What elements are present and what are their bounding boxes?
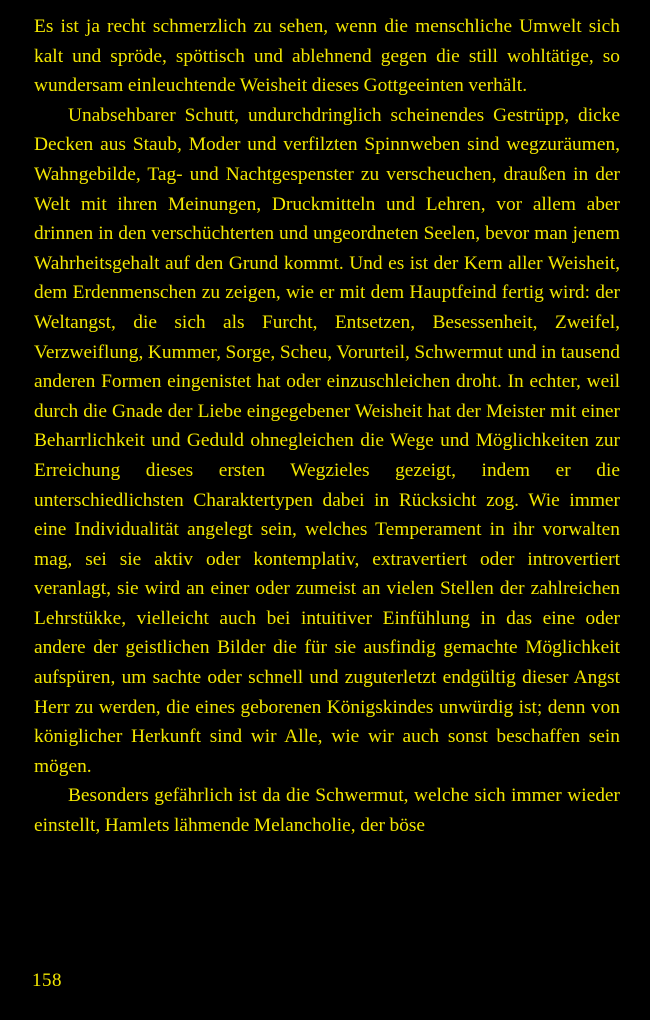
book-page-text [34,12,620,841]
page-number: 158 [32,970,62,991]
paragraph-1: Es ist ja recht schmerzlich zu sehen, wenn die menschliche Umwelt sich kalt und spröde, spöttisch und ablehnend gegen die still wohltätige, so wundersam einleuchtende Weisheit dieses Gottgeeinten verhält. [34,16,620,97]
paragraph-3: Besonders gefährlich ist da die Schwermut, welche sich immer wieder einstellt, Hamlets lähmende Melancholie, der böse [34,785,620,837]
paragraph-2: Unabsehbarer Schutt, undurchdringlich scheinendes Gestrüpp, dicke Decken aus Staub, Moder und verfilzten Spinnweben sind wegzuräumen, Wahngebilde, Tag- und Nachtgespenster zu verscheuchen, draußen in der Welt mit ihren Meinungen, Druckmitteln und Lehren, vor allem aber drinnen in den verschüchterten und ungeordneten Seelen, bevor man jenem Wahrheitsgehalt auf den Grund kommt. Und es ist der Kern aller Weisheit, dem Erdenmenschen zu zeigen, wie er mit dem Hauptfeind fertig wird: der Weltangst, die sich als Furcht, Entsetzen, Besessenheit, Zweifel, Verzweiflung, Kummer, Sorge, Scheu, Vorurteil, Schwermut und in tausend anderen Formen eingenistet hat oder einzuschleichen droht. In echter, weil durch die Gnade der Liebe eingegebener Weisheit hat der Meister mit einer Beharrlichkeit und Geduld ohnegleichen die Wege und Möglichkeiten zur Erreichung dieses ersten Wegzieles gezeigt, indem er die unterschiedlichsten Charaktertypen dabei in Rücksicht zog. Wie immer eine Individualität angelegt sein, welches Temperament in ihr vorwalten mag, sei sie aktiv oder kontemplativ, extravertiert oder introvertiert veranlagt, sie wird an einer oder zumeist an vielen Stellen der zahlreichen Lehrstükke, vielleicht auch bei intuitiver Einfühlung in das eine oder andere der geistlichen Bilder die für sie ausfindig gemachte Möglichkeit aufspüren, um sachte oder schnell und zuguterletzt endgültig dieser Angst Herr zu werden, die eines geborenen Königskindes unwürdig ist; denn von königlicher Herkunft sind wir Alle, wie wir auch sonst beschaffen sein mögen. [34,104,620,777]
